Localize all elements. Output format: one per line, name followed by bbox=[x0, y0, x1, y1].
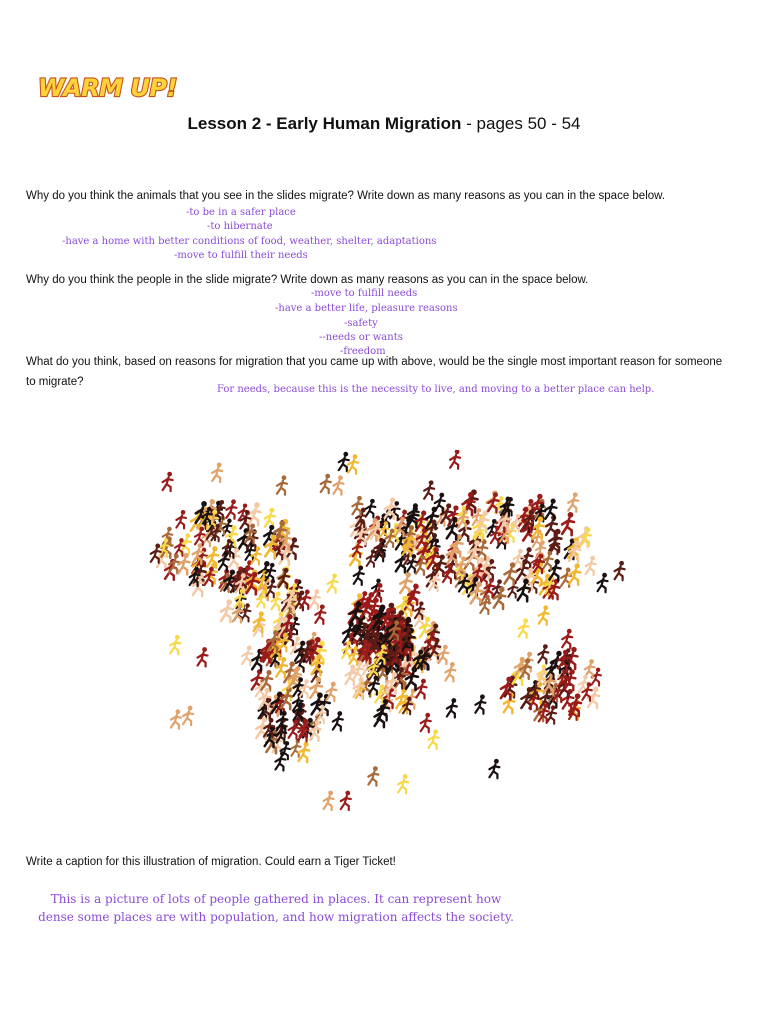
running-figure bbox=[176, 510, 186, 529]
running-figure bbox=[354, 565, 364, 584]
running-figure bbox=[488, 492, 498, 512]
running-figure bbox=[475, 694, 485, 713]
running-figure bbox=[221, 599, 233, 622]
running-figure bbox=[378, 699, 389, 721]
running-figure bbox=[310, 589, 320, 608]
answer-2-4: --needs or wants bbox=[319, 332, 403, 343]
running-figure bbox=[219, 551, 229, 570]
answer-2-2: -have a better life, pleasure reasons bbox=[275, 303, 458, 314]
running-figure bbox=[300, 679, 309, 697]
running-figure bbox=[408, 506, 419, 527]
running-figure bbox=[569, 563, 580, 585]
running-figure bbox=[178, 553, 189, 575]
running-figure bbox=[262, 670, 273, 691]
running-figure bbox=[586, 556, 596, 575]
running-figure bbox=[368, 766, 378, 785]
running-figure bbox=[545, 499, 556, 520]
running-figure bbox=[385, 529, 395, 548]
answer-2-1: -move to fulfill needs bbox=[311, 288, 418, 299]
running-figure bbox=[276, 657, 287, 678]
running-figure bbox=[205, 567, 215, 586]
running-figure bbox=[398, 774, 408, 793]
running-figure bbox=[447, 698, 457, 717]
migration-illustration bbox=[140, 450, 630, 820]
caption-line-1: This is a picture of lots of people gathered in places. It can represent how bbox=[50, 892, 502, 906]
question-1: Why do you think the animals that you see in the slides migrate? Write down as many reasons as you can in the space below. bbox=[26, 190, 666, 202]
running-figure bbox=[321, 474, 331, 493]
running-figure bbox=[333, 711, 343, 730]
running-figure bbox=[324, 791, 334, 810]
running-figure bbox=[429, 729, 439, 748]
running-figure bbox=[198, 647, 208, 666]
question-3-line-1: What do you think, based on reasons for migration that you came up with above, would be the single most important reason for someone bbox=[26, 356, 723, 368]
running-figure bbox=[328, 574, 338, 593]
running-figure bbox=[562, 629, 572, 648]
running-figure bbox=[366, 499, 376, 518]
running-figure bbox=[408, 584, 419, 605]
running-figure bbox=[416, 679, 426, 699]
running-figure bbox=[333, 475, 343, 494]
running-figure bbox=[352, 496, 362, 515]
running-figure bbox=[424, 480, 434, 499]
running-figure bbox=[416, 555, 426, 575]
logo-text: WARM UP! bbox=[38, 74, 177, 102]
running-figure bbox=[562, 512, 574, 535]
running-figure bbox=[443, 564, 453, 583]
running-figure bbox=[242, 646, 252, 665]
title-pages: - pages 50 - 54 bbox=[461, 114, 581, 133]
answer-1-1: -to be in a safer place bbox=[186, 207, 296, 218]
running-figure bbox=[512, 514, 521, 532]
running-figure bbox=[249, 502, 261, 525]
running-figure bbox=[212, 463, 222, 482]
running-figure bbox=[195, 527, 205, 546]
running-figure bbox=[257, 590, 266, 608]
running-figure bbox=[518, 579, 530, 602]
answer-1-2: -to hibernate bbox=[207, 221, 273, 232]
running-figure bbox=[251, 546, 260, 564]
running-figure bbox=[539, 605, 549, 624]
running-figure bbox=[353, 539, 362, 557]
running-figure bbox=[494, 587, 505, 609]
running-figure bbox=[421, 713, 431, 732]
running-figure bbox=[183, 706, 193, 725]
running-figure bbox=[450, 450, 460, 469]
running-figure bbox=[291, 739, 300, 757]
running-figure bbox=[265, 508, 275, 528]
running-figure bbox=[458, 509, 468, 528]
caption-line-2: dense some places are with population, and how migration affects the society. bbox=[38, 910, 514, 924]
title-bold: Lesson 2 - Early Human Migration bbox=[187, 114, 462, 133]
running-figure bbox=[163, 472, 173, 491]
running-figure bbox=[326, 682, 336, 701]
answer-2-5: -freedom bbox=[340, 346, 386, 357]
answer-1-4: -move to fulfill their needs bbox=[174, 250, 308, 261]
answer-3: For needs, because this is the necessity to live, and moving to a better place can help. bbox=[217, 384, 655, 395]
running-figure bbox=[519, 618, 529, 637]
page-title bbox=[0, 114, 768, 134]
running-figure bbox=[171, 709, 181, 728]
running-figure bbox=[277, 475, 287, 494]
running-figure bbox=[345, 665, 355, 685]
running-figure bbox=[341, 791, 351, 810]
running-figure bbox=[538, 644, 548, 663]
running-figure bbox=[299, 742, 310, 763]
running-figure bbox=[505, 562, 517, 584]
question-4: Write a caption for this illustration of migration. Could earn a Tiger Ticket! bbox=[26, 856, 396, 868]
running-figure bbox=[170, 635, 180, 654]
running-figure bbox=[441, 503, 452, 524]
crowd-world-map bbox=[140, 450, 630, 820]
running-figure bbox=[543, 551, 553, 570]
running-figure bbox=[568, 492, 578, 511]
running-figure bbox=[289, 720, 299, 739]
running-figure bbox=[339, 452, 349, 471]
running-figure bbox=[151, 544, 161, 563]
running-figure bbox=[400, 572, 411, 594]
question-3-line-2: to migrate? bbox=[26, 376, 84, 388]
question-2: Why do you think the people in the slide migrate? Write down as many reasons as you can in the space below. bbox=[26, 274, 589, 286]
running-figure bbox=[226, 499, 236, 518]
running-figure bbox=[615, 561, 625, 580]
running-figure bbox=[353, 661, 363, 680]
answer-1-3: -have a home with better conditions of food, weather, shelter, adaptations bbox=[62, 236, 437, 247]
warm-up-logo bbox=[34, 70, 186, 104]
running-figure bbox=[348, 454, 358, 473]
running-figure bbox=[435, 493, 445, 512]
running-figure bbox=[598, 573, 608, 592]
running-figure bbox=[279, 568, 289, 588]
answer-2-3: -safety bbox=[344, 318, 378, 329]
running-figure bbox=[489, 759, 499, 778]
